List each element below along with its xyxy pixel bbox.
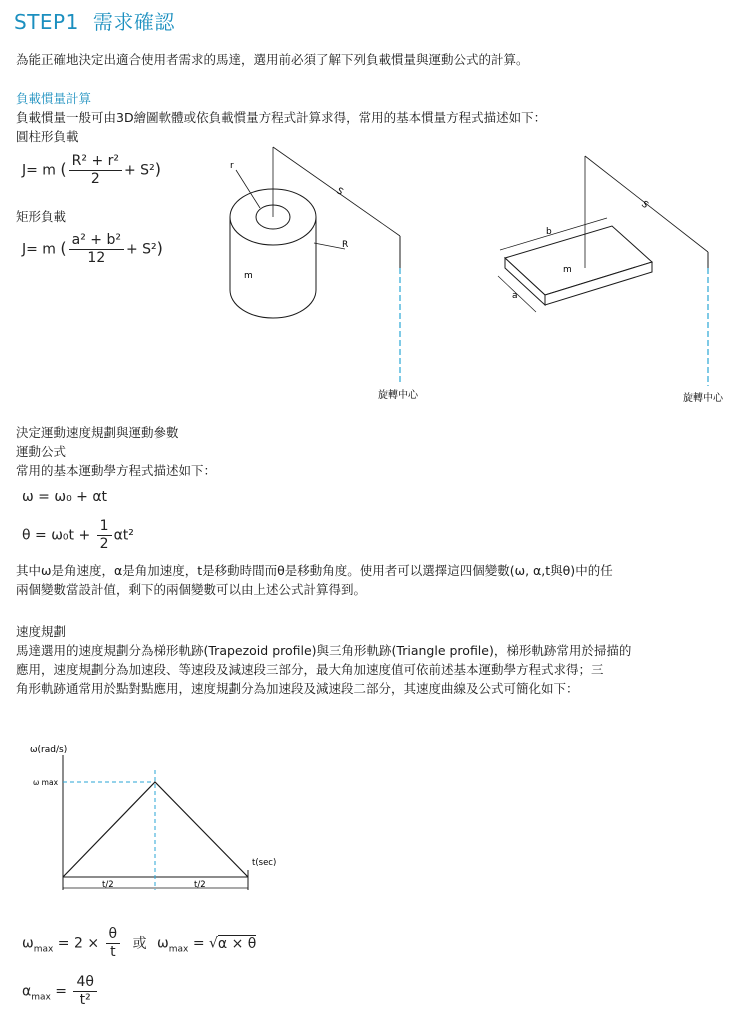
R-leader (314, 243, 345, 249)
cylinder-formula: J= m ( $\frac{\text{R² + r²}}{2}$ + S²) (22, 153, 161, 187)
theta-den: 2 (99, 536, 109, 552)
chart-y-label: ω(rad/s) (30, 745, 68, 755)
speed-heading: 速度規劃 (16, 624, 67, 639)
inertia-heading: 負載慣量計算 (16, 91, 92, 106)
speed-p1: 馬達選用的速度規劃分為梯形軌跡(Trapezoid profile)與三角形軌跡(Triangle profile)，梯形軌跡常用於掃描的 (16, 643, 632, 658)
motion-explain1: 其中ω是角速度，α是角加速度，t是移動時間而θ是移動角度。使用者可以選擇這四個變數(ω, α,t與θ)中的任 (16, 563, 613, 578)
rect-denominator: 12 (87, 250, 106, 266)
cyl-denominator: 2 (90, 171, 100, 187)
rect-numerator: a² + b² (69, 232, 124, 250)
wmax2-radicand: α × θ (217, 935, 257, 952)
cyl-numerator: R² + r² (69, 153, 122, 171)
wmax-eq: = 2 × (57, 935, 100, 952)
motion-line2: 運動公式 (16, 444, 67, 459)
s-term-2: + S² (125, 241, 157, 258)
chart-seg2-label: t/2 (194, 880, 206, 890)
cylinder-diagram (230, 147, 400, 318)
rect-b-label: b (546, 227, 552, 237)
theta-prefix: θ = ω₀t + (22, 527, 91, 544)
rect-a-label: a (512, 291, 518, 301)
cyl-r-label: r (230, 161, 234, 171)
amax-num: 4θ (73, 974, 96, 992)
j-prefix-2: J= m (22, 241, 56, 258)
speed-p3: 角形軌跡通常用於點對點應用，速度規劃分為加速段及減速段二部分，其速度曲線及公式可簡化如下： (16, 681, 579, 696)
rect-formula: J= m ( $\frac{\text{a² + b²}}{12}$ + S²) (22, 232, 163, 266)
wmax2-lhs: ω (157, 935, 169, 952)
chart-ymax-label: ω max (33, 778, 59, 787)
axis-label-2: 旋轉中心 (683, 393, 723, 404)
wmax-lhs: ω (22, 935, 34, 952)
rect-m-label: m (563, 265, 572, 275)
omega-equation: ω = ω₀ + αt (22, 489, 108, 505)
theta-suffix: αt² (113, 527, 134, 544)
theta-num: 1 (97, 518, 112, 536)
inertia-figure (0, 0, 731, 410)
wmax-sub: max (33, 944, 54, 955)
motion-explain2: 兩個變數當設計值，剩下的兩個變數可以由上述公式計算得到。 (16, 582, 367, 597)
wmax-num: θ (106, 926, 121, 944)
intro-text: 為能正確地決定出適合使用者需求的馬達，選用前必須了解下列負載慣量與運動公式的計算。 (16, 52, 529, 67)
speed-p2: 應用，速度規劃分為加速段、等速段及減速段三部分，最大角加速度值可依前述基本運動學方程式求得；三 (16, 662, 604, 677)
wmax-den: t (110, 944, 116, 960)
s-term: + S² (124, 162, 155, 179)
theta-equation (22, 518, 134, 553)
motion-line1: 決定運動速度規劃與運動參數 (16, 425, 179, 440)
step-title: 需求確認 (92, 10, 175, 34)
rect-label: 矩形負載 (16, 209, 67, 224)
or-text: 或 (132, 935, 147, 952)
cyl-R-label: R (342, 240, 349, 250)
step-label: STEP1 (14, 10, 79, 34)
amax-lhs: α (22, 983, 32, 1000)
wmax2-sub: max (168, 944, 189, 955)
inertia-desc: 負載慣量一般可由3D繪圖軟體或依負載慣量方程式計算求得，常用的基本慣量方程式描述如下： (16, 110, 547, 125)
chart-x-label: t(sec) (252, 858, 277, 868)
velocity-profile-chart (0, 730, 300, 900)
wmax-formula: $\omega_{max} = 2$ × $\frac{\theta}{t}$ 或 $\omega_{max} = √\alpha \times \theta$ (22, 926, 257, 960)
cylinder-label: 圓柱形負載 (16, 129, 79, 144)
amax-formula (22, 974, 99, 1009)
plate-diagram (498, 156, 708, 312)
cyl-s-label: S (334, 186, 345, 198)
amax-sub: max (31, 992, 51, 1003)
motion-line3: 常用的基本運動學方程式描述如下： (16, 463, 217, 478)
cylinder-bottom (230, 290, 316, 318)
axis-label-1: 旋轉中心 (378, 390, 418, 401)
amax-eq: = (55, 983, 68, 1000)
amax-den: t² (79, 992, 91, 1008)
cyl-m-label: m (244, 271, 253, 281)
chart-seg1-label: t/2 (102, 880, 114, 890)
wmax2-eq: = (192, 935, 205, 952)
j-prefix: J= m (22, 162, 56, 179)
rect-s-label: S (639, 199, 650, 211)
